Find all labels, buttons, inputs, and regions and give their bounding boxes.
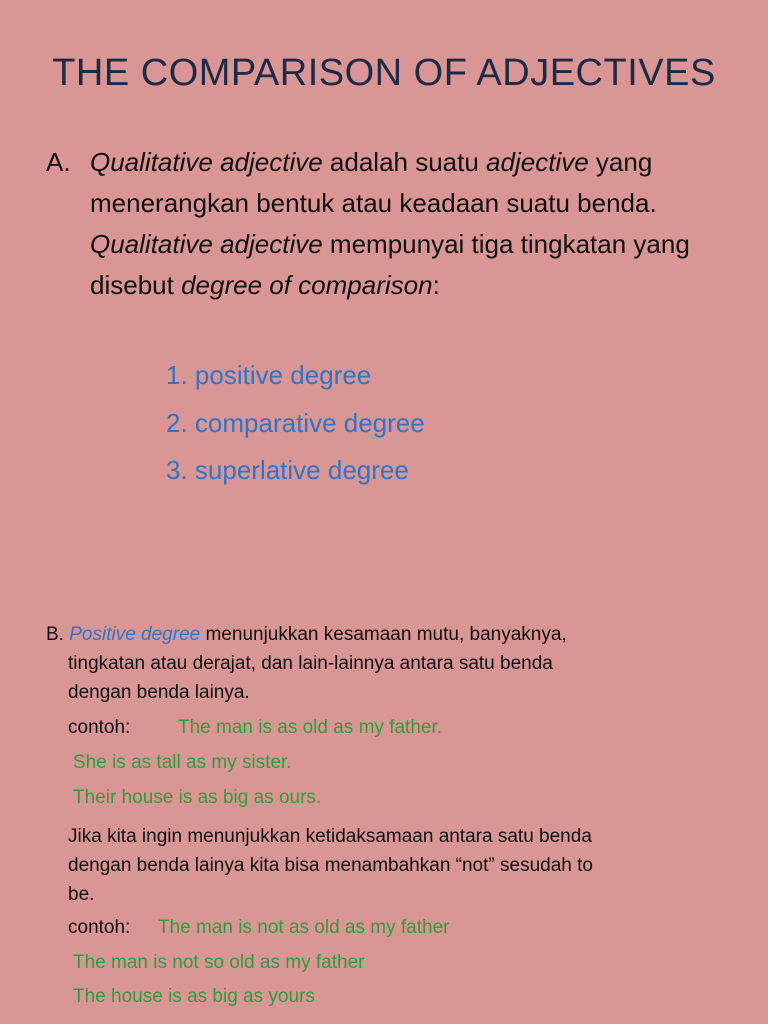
example-label: contoh: bbox=[68, 717, 131, 738]
section-b bbox=[46, 620, 726, 707]
section-b-marker: B. bbox=[46, 624, 70, 645]
degree-item: 1. positive degree bbox=[166, 360, 372, 390]
note-paragraph bbox=[68, 822, 728, 909]
example: The man is as old as my father. bbox=[178, 717, 443, 738]
section-a-marker: A. bbox=[46, 147, 71, 177]
note-line: be. bbox=[68, 884, 95, 905]
section-a-paragraph bbox=[90, 142, 736, 306]
degree-list bbox=[166, 352, 425, 495]
text: menunjukkan kesamaan mutu, banyaknya, bbox=[200, 624, 567, 645]
term-qualitative-adjective: Qualitative adjective bbox=[90, 147, 323, 177]
example: The house is as big as yours bbox=[73, 986, 315, 1007]
section-a bbox=[46, 142, 736, 306]
section-b-line: tingkatan atau derajat, dan lain-lainnya antara satu benda bbox=[68, 653, 553, 674]
degree-item: 3. superlative degree bbox=[166, 455, 409, 485]
note-line: dengan benda lainya kita bisa menambahkan “not” sesudah to bbox=[68, 855, 593, 876]
term-degree-of-comparison: degree of comparison bbox=[181, 270, 433, 300]
example-label: contoh: bbox=[68, 917, 131, 938]
example: Their house is as big as ours. bbox=[73, 787, 322, 808]
page-title: THE COMPARISON OF ADJECTIVES bbox=[52, 52, 716, 94]
section-b-line: dengan benda lainya. bbox=[68, 682, 250, 703]
section-b-line bbox=[46, 620, 726, 649]
text: mempunyai tiga tingkatan yang disebut bbox=[90, 229, 690, 300]
term-adjective: adjective bbox=[486, 147, 589, 177]
term-qualitative-adjective-2: Qualitative adjective bbox=[90, 229, 323, 259]
degree-item: 2. comparative degree bbox=[166, 407, 425, 438]
example: The man is not as old as my father bbox=[158, 917, 450, 938]
term-positive-degree: Positive degree bbox=[69, 624, 201, 645]
example: She is as tall as my sister. bbox=[73, 752, 292, 773]
text: : bbox=[432, 270, 440, 300]
text: yang menerangkan bentuk atau keadaan suatu benda. bbox=[90, 147, 657, 218]
example: The man is not so old as my father bbox=[73, 952, 365, 973]
text: adalah suatu bbox=[322, 147, 487, 177]
note-line: Jika kita ingin menunjukkan ketidaksamaan antara satu benda bbox=[68, 826, 592, 847]
